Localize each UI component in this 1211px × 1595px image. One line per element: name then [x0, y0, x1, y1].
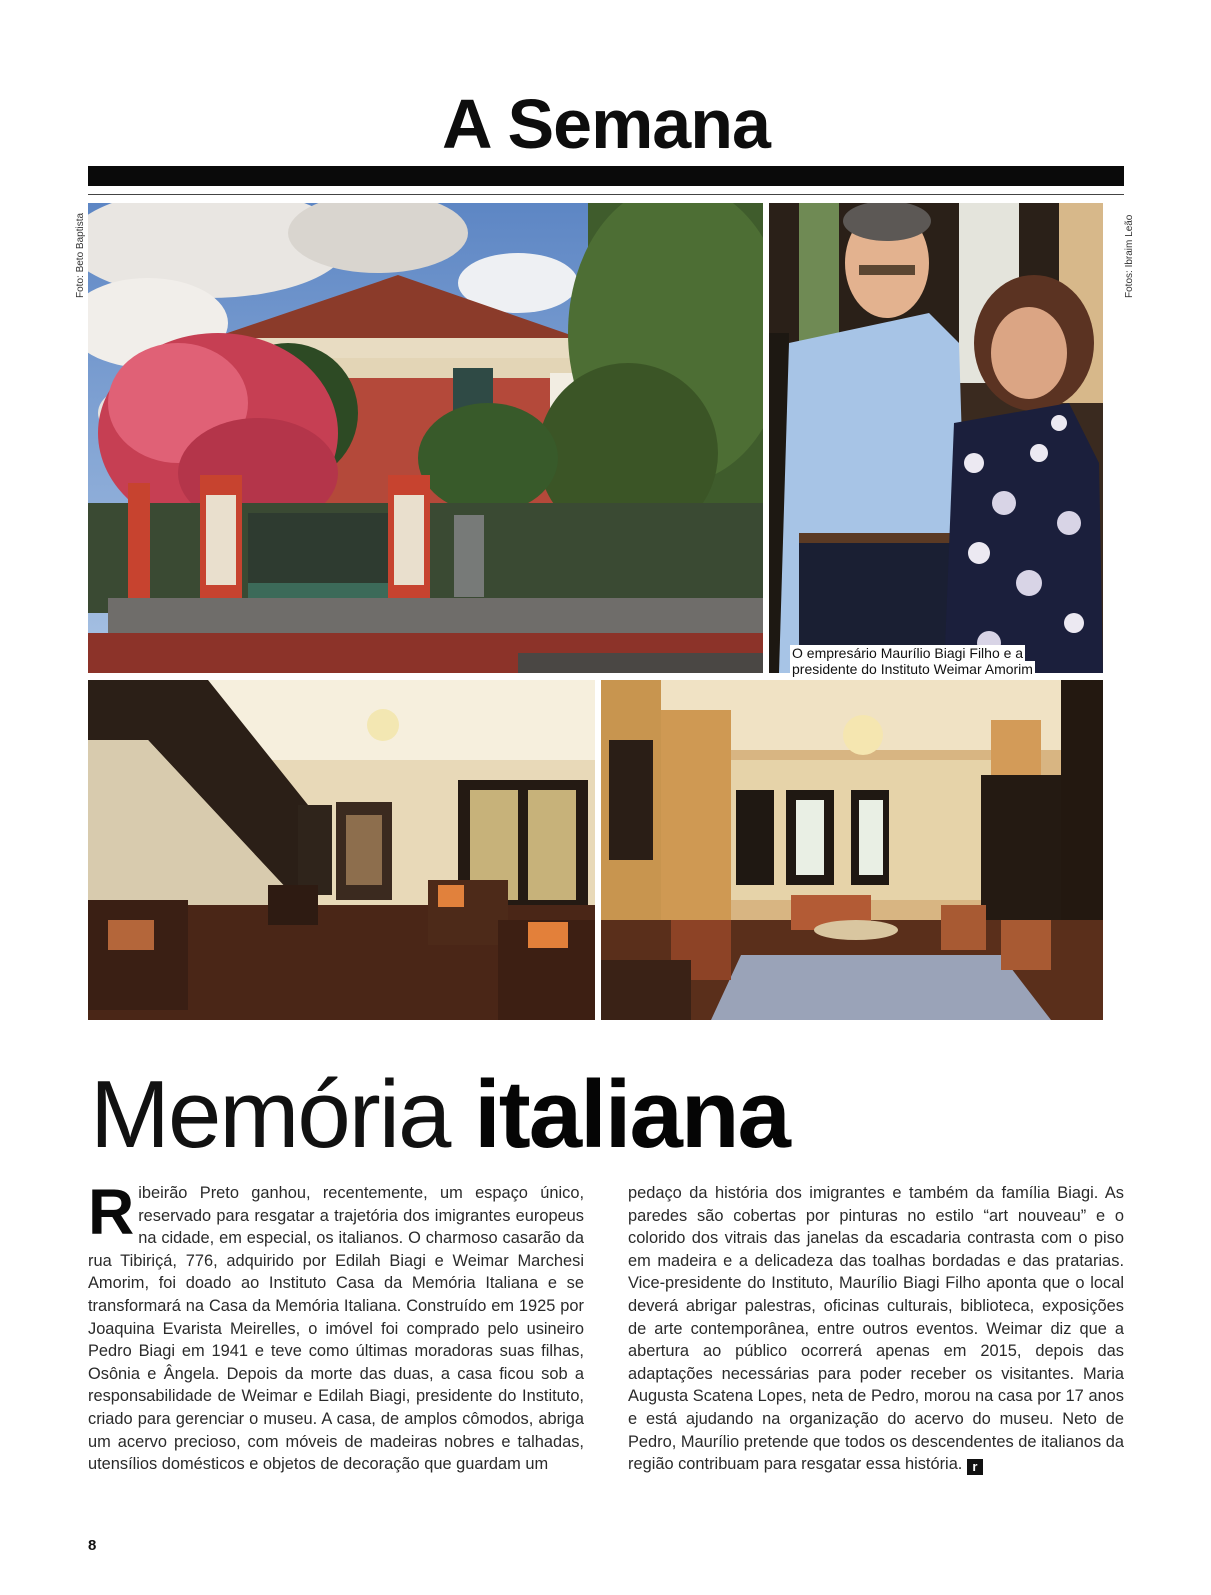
article-column-right — [628, 1182, 1124, 1476]
section-rule-thin — [88, 194, 1124, 195]
headline-light: Memória — [90, 1061, 450, 1168]
photo-credit-right: Fotos: Ibraim Leão — [1124, 214, 1135, 298]
photo-staircase-hall — [88, 680, 595, 1020]
photo-credit-left: Foto: Beto Baptista — [75, 212, 86, 298]
page-number: 8 — [88, 1537, 97, 1554]
photo-house-exterior — [88, 203, 763, 673]
section-rule-thick — [88, 166, 1124, 186]
article-text-left: ibeirão Preto ganhou, recentemente, um espaço único, reservado para resgatar a trajetória dos imigrantes europeus na cidade, em especial, os italianos. O charmoso casarão da rua Tibiriçá, 776, adquirido por Edilah Biagi e Weimar Marchesi Amorim, foi doado ao Instituto Casa da Memória Italiana e se transformará na Casa da Memória Italiana. Construído em 1925 por Joaquina Evarista Meirelles, o imóvel foi comprado pelo usineiro Pedro Biagi em 1941 e teve como últimas moradoras suas filhas, Osônia e Ângela. Depois da morte das duas, a casa ficou sob a responsabilidade de Weimar e Edilah Biagi, presidente do Instituto, criado para gerenciar o museu. A casa, de amplos cômodos, abriga um acervo precioso, com móveis de madeiras nobres e talhadas, utensílios domésticos e objetos de decoração que guardam um — [88, 1184, 584, 1474]
photo-caption: O empresário Maurílio Biagi Filho e a presidente do Instituto Weimar Amorim — [792, 645, 1033, 677]
drop-cap: R — [88, 1176, 135, 1248]
photo-portrait — [769, 203, 1103, 673]
article-text-right: pedaço da história dos imigrantes e também da família Biagi. As paredes são cobertas por pinturas no estilo “art nouveau” e o colorido dos vitrais das janelas da escadaria contrasta com o piso em madeira e a delicadeza das toalhas bordadas e das pratarias. Vice-presidente do Instituto, Maurílio Biagi Filho aponta que o local deverá abrigar palestras, oficinas culturais, biblioteca, exposições de arte contemporânea, entre outros eventos. Weimar diz que a abertura ao público ocorrerá apenas em 2015, depois das adaptações necessárias para poder receber os visitantes. Maria Augusta Scatena Lopes, neta de Pedro, morou na casa por 17 anos e está ajudando na organização do acervo do museu. Neto de Pedro, Maurílio pretende que todos os descendentes de italianos da região contribuam para resgatar essa história. — [628, 1184, 1124, 1474]
section-title: A Semana — [442, 85, 770, 163]
headline — [90, 1060, 1126, 1170]
article-column-left — [88, 1176, 584, 1476]
end-mark-logo: r — [967, 1459, 983, 1475]
headline-bold: italiana — [474, 1061, 789, 1168]
photo-salon — [601, 680, 1103, 1020]
